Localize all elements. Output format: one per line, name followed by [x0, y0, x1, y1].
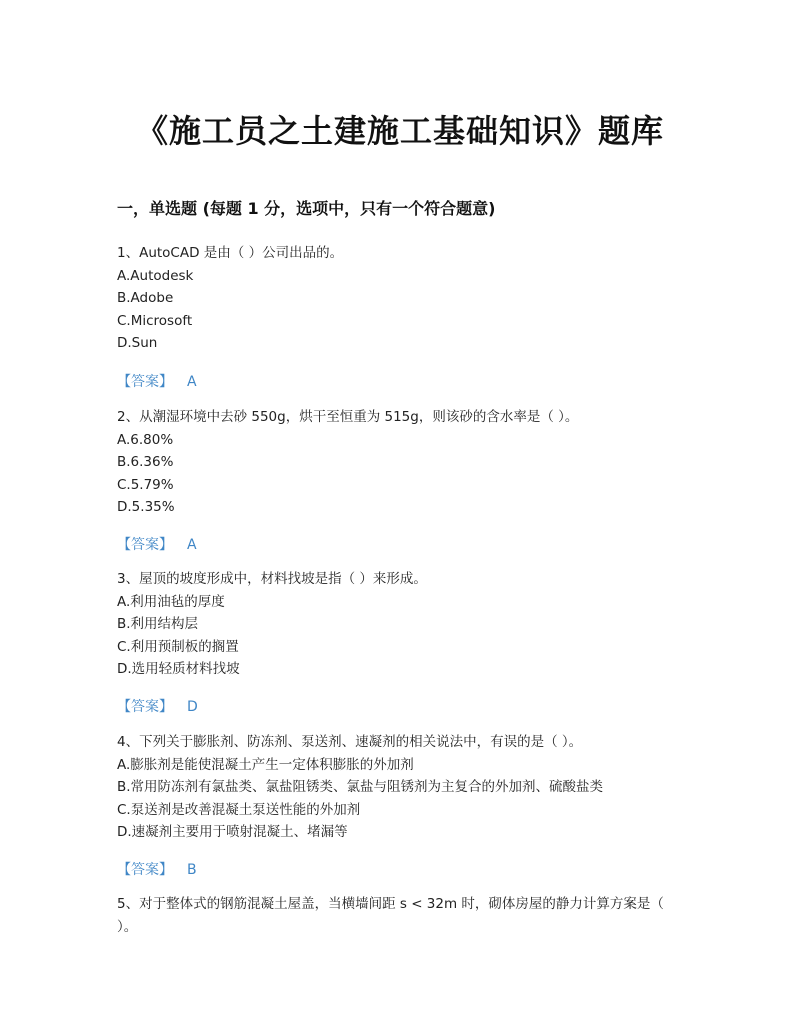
answer-label: 【答案】	[117, 862, 173, 878]
answer-label: 【答案】	[117, 537, 173, 553]
option-d: D.速凝剂主要用于喷射混凝土、堵漏等	[117, 824, 348, 840]
answer-1	[117, 371, 197, 391]
document-title: 《施工员之土建施工基础知识》题库	[135, 112, 664, 150]
question-stem: 4、下列关于膨胀剂、防冻剂、泵送剂、速凝剂的相关说法中，有误的是（ ）。	[117, 734, 583, 750]
question-stem: 1、AutoCAD 是由（ ）公司出品的。	[117, 245, 344, 261]
answer-value: A	[187, 374, 197, 390]
answer-3	[117, 696, 198, 716]
answer-label: 【答案】	[117, 699, 173, 715]
option-c: C.Microsoft	[117, 312, 193, 329]
option-b: B.Adobe	[117, 290, 174, 306]
option-b: B.利用结构层	[117, 616, 199, 632]
answer-2	[117, 534, 197, 554]
option-a: A.膨胀剂是能使混凝土产生一定体积膨胀的外加剂	[117, 756, 414, 773]
question-stem: 2、从潮湿环境中去砂 550g，烘干至恒重为 515g，则该砂的含水率是（ ）。	[117, 409, 579, 425]
question-3	[117, 568, 677, 681]
option-c: C.5.79%	[117, 476, 174, 493]
option-b: B.常用防冻剂有氯盐类、氯盐阻锈类、氯盐与阻锈剂为主复合的外加剂、硫酸盐类	[117, 779, 604, 795]
question-stem: 3、屋顶的坡度形成中，材料找坡是指（ ）来形成。	[117, 571, 427, 587]
question-1	[117, 242, 677, 355]
option-d: D.Sun	[117, 335, 158, 351]
option-c: C.泵送剂是改善混凝土泵送性能的外加剂	[117, 801, 361, 818]
option-a: A.Autodesk	[117, 267, 194, 284]
question-2	[117, 406, 677, 519]
option-b: B.6.36%	[117, 454, 174, 470]
option-a: A.6.80%	[117, 431, 174, 448]
section-heading: 一，单选题 (每题 1 分，选项中，只有一个符合题意)	[117, 199, 496, 218]
option-c: C.利用预制板的搁置	[117, 638, 239, 655]
answer-value: D	[187, 699, 198, 715]
question-stem: 5、对于整体式的钢筋混凝土屋盖，当横墙间距 s < 32m 时，砌体房屋的静力计算方案是（ ）。	[117, 896, 664, 935]
option-d: D.选用轻质材料找坡	[117, 661, 240, 677]
answer-label: 【答案】	[117, 374, 173, 390]
answer-value: B	[187, 862, 197, 878]
answer-4	[117, 859, 197, 879]
option-a: A.利用油毡的厚度	[117, 593, 225, 610]
answer-value: A	[187, 537, 197, 553]
question-4	[117, 731, 677, 844]
question-5	[117, 893, 677, 938]
option-d: D.5.35%	[117, 499, 175, 515]
